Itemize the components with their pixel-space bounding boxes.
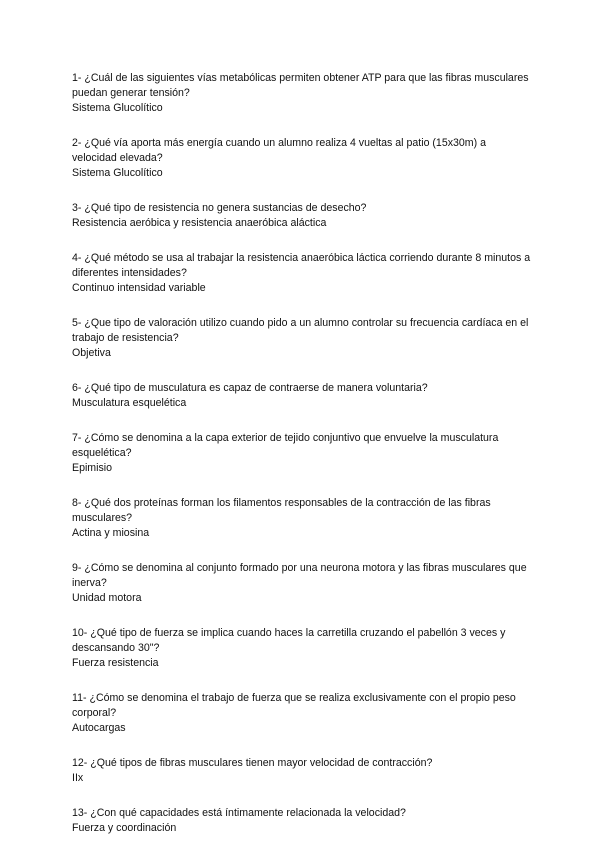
question-11: 11- ¿Cómo se denomina el trabajo de fuerza que se realiza exclusivamente con el propio peso corporal? bbox=[72, 692, 516, 719]
answer-10: Fuerza resistencia bbox=[72, 657, 159, 669]
qa-item-6 bbox=[72, 381, 532, 411]
question-6: 6- ¿Qué tipo de musculatura es capaz de contraerse de manera voluntaria? bbox=[72, 382, 428, 394]
question-7: 7- ¿Cómo se denomina a la capa exterior de tejido conjuntivo que envuelve la musculatura esquelética? bbox=[72, 432, 499, 459]
qa-item-2 bbox=[72, 136, 532, 181]
question-9: 9- ¿Cómo se denomina al conjunto formado por una neurona motora y las fibras musculares que inerva? bbox=[72, 562, 527, 589]
qa-item-3 bbox=[72, 201, 532, 231]
qa-item-13 bbox=[72, 806, 532, 836]
qa-item-11 bbox=[72, 691, 532, 736]
question-answer-list bbox=[72, 71, 532, 856]
answer-8: Actina y miosina bbox=[72, 527, 150, 539]
qa-item-7 bbox=[72, 431, 532, 476]
qa-item-5 bbox=[72, 316, 532, 361]
answer-7: Epimisio bbox=[72, 462, 113, 474]
question-3: 3- ¿Qué tipo de resistencia no genera sustancias de desecho? bbox=[72, 202, 367, 214]
answer-11: Autocargas bbox=[72, 722, 126, 734]
answer-9: Unidad motora bbox=[72, 592, 142, 604]
answer-4: Continuo intensidad variable bbox=[72, 282, 206, 294]
answer-5: Objetiva bbox=[72, 347, 111, 359]
question-1: 1- ¿Cuál de las siguientes vías metabólicas permiten obtener ATP para que las fibras musculares puedan generar tensión? bbox=[72, 72, 529, 99]
question-10: 10- ¿Qué tipo de fuerza se implica cuando haces la carretilla cruzando el pabellón 3 veces y descansando 30"? bbox=[72, 627, 506, 654]
question-8: 8- ¿Qué dos proteínas forman los filamentos responsables de la contracción de las fibras musculares? bbox=[72, 497, 491, 524]
qa-item-8 bbox=[72, 496, 532, 541]
question-13: 13- ¿Con qué capacidades está íntimamente relacionada la velocidad? bbox=[72, 807, 406, 819]
answer-12: IIx bbox=[72, 772, 84, 784]
answer-2: Sistema Glucolítico bbox=[72, 167, 163, 179]
answer-3: Resistencia aeróbica y resistencia anaeróbica aláctica bbox=[72, 217, 327, 229]
question-5: 5- ¿Que tipo de valoración utilizo cuando pido a un alumno controlar su frecuencia cardíaca en el trabajo de resistencia? bbox=[72, 317, 529, 344]
qa-item-10 bbox=[72, 626, 532, 671]
qa-item-4 bbox=[72, 251, 532, 296]
qa-item-9 bbox=[72, 561, 532, 606]
answer-13: Fuerza y coordinación bbox=[72, 822, 177, 834]
qa-item-12 bbox=[72, 756, 532, 786]
question-4: 4- ¿Qué método se usa al trabajar la resistencia anaeróbica láctica corriendo durante 8 minutos a diferentes intensidades? bbox=[72, 252, 531, 279]
answer-6: Musculatura esquelética bbox=[72, 397, 187, 409]
question-12: 12- ¿Qué tipos de fibras musculares tienen mayor velocidad de contracción? bbox=[72, 757, 433, 769]
question-2: 2- ¿Qué vía aporta más energía cuando un alumno realiza 4 vueltas al patio (15x30m) a velocidad elevada? bbox=[72, 137, 486, 164]
answer-1: Sistema Glucolítico bbox=[72, 102, 163, 114]
qa-item-1 bbox=[72, 71, 532, 116]
